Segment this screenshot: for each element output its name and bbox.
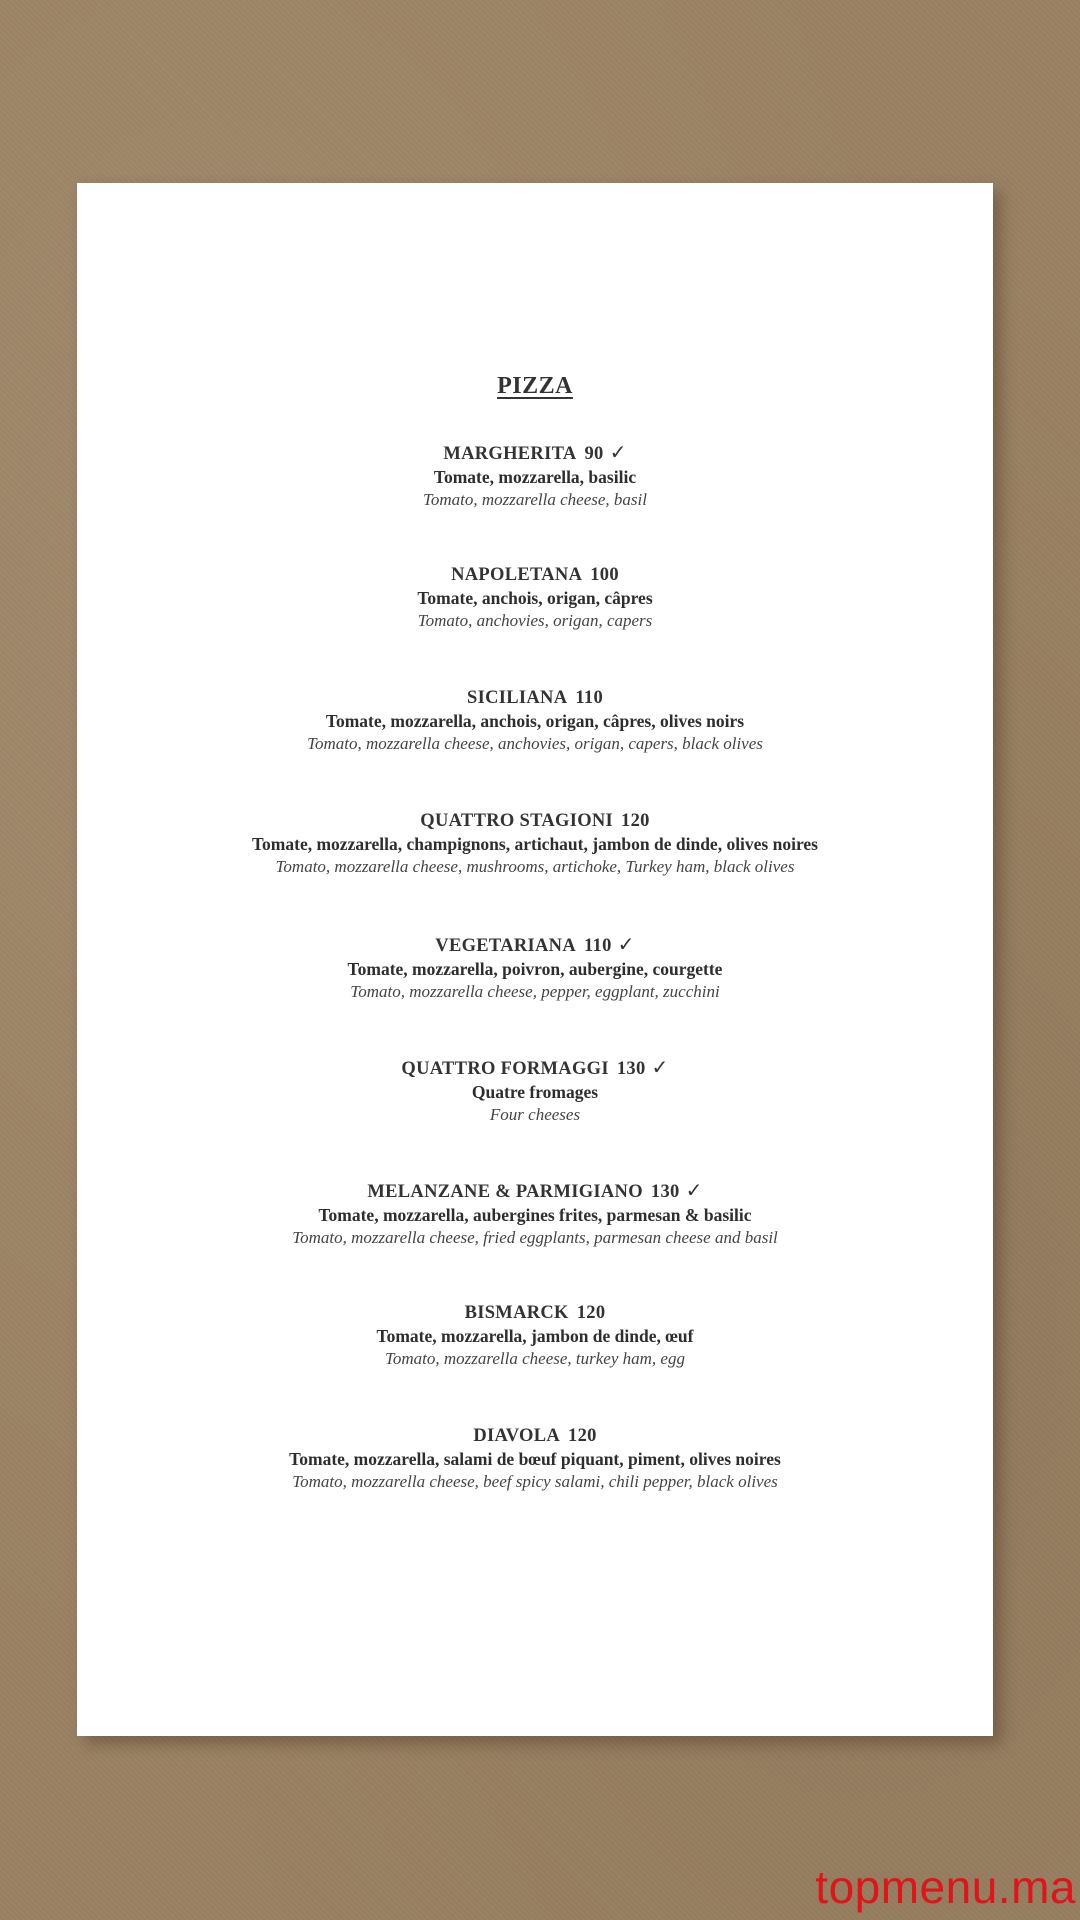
menu-item-price: 90 [584,444,604,464]
menu-items-list [77,440,993,1547]
check-mark-icon: ✓ [651,1055,669,1079]
menu-item-description-fr: Tomate, mozzarella, salami de bœuf piquant, piment, olives noires [289,1449,781,1469]
menu-item-description-fr: Tomate, mozzarella, jambon de dinde, œuf [376,1326,694,1346]
menu-item-header [77,809,993,833]
menu-item-name: MELANZANE & PARMIGIANO [367,1182,643,1202]
menu-item [77,932,993,1055]
menu-item-description-fr: Tomate, anchois, origan, câpres [417,588,653,608]
menu-item-description-fr: Tomate, mozzarella, poivron, aubergine, courgette [347,959,723,979]
menu-item [77,1055,993,1178]
check-mark-icon: ✓ [685,1178,703,1202]
menu-item-name: MARGHERITA [443,444,577,464]
menu-item-description-en: Tomato, mozzarella cheese, fried eggplants, parmesan cheese and basil [292,1228,778,1247]
watermark-logo[interactable]: topmenu.ma [815,1861,1076,1913]
menu-item [77,1424,993,1547]
menu-item-header [77,1178,993,1204]
menu-item-description-fr: Tomate, mozzarella, champignons, artichaut, jambon de dinde, olives noires [251,834,818,854]
menu-item-description-fr: Tomate, mozzarella, aubergines frites, parmesan & basilic [318,1205,752,1225]
menu-item-description-en: Tomato, mozzarella cheese, pepper, eggplant, zucchini [350,982,720,1001]
menu-item [77,440,993,563]
menu-item-description-en: Tomato, anchovies, origan, capers [417,611,653,630]
menu-item-description-en: Four cheeses [489,1105,581,1124]
menu-item-header [77,1424,993,1448]
menu-item-price: 100 [590,565,619,585]
menu-item-description-en: Tomato, mozzarella cheese, anchovies, origan, capers, black olives [307,734,763,753]
menu-item-price: 130 [616,1059,646,1079]
menu-item-header [77,1055,993,1081]
menu-item-price: 130 [650,1182,680,1202]
menu-item-price: 110 [584,936,612,956]
menu-item-header [77,1301,993,1325]
check-mark-icon: ✓ [609,440,627,464]
menu-sheet [77,183,993,1736]
menu-item-description-fr: Tomate, mozzarella, basilic [433,467,637,487]
menu-item-description-en: Tomato, mozzarella cheese, mushrooms, artichoke, Turkey ham, black olives [275,857,795,876]
menu-item-name: QUATTRO FORMAGGI [401,1059,609,1079]
menu-item [77,1178,993,1301]
menu-item [77,686,993,809]
menu-item-header [77,686,993,710]
check-mark-icon: ✓ [617,932,635,956]
menu-item-name: VEGETARIANA [435,936,576,956]
menu-item-name: BISMARCK [464,1303,569,1323]
menu-item-header [77,563,993,587]
menu-item-name: NAPOLETANA [451,565,583,585]
menu-item-description-en: Tomato, mozzarella cheese, basil [423,490,647,509]
menu-item-description-en: Tomato, mozzarella cheese, turkey ham, egg [385,1349,685,1368]
menu-item-price: 110 [575,688,603,708]
menu-item-description-fr: Tomate, mozzarella, anchois, origan, câpres, olives noirs [325,711,745,731]
menu-item [77,563,993,686]
menu-item-description-en: Tomato, mozzarella cheese, beef spicy salami, chili pepper, black olives [292,1472,778,1491]
menu-item-description-fr: Quatre fromages [471,1082,599,1102]
menu-item-name: SICILIANA [466,688,568,708]
menu-item-price: 120 [576,1303,606,1323]
menu-item-price: 120 [568,1426,597,1446]
menu-item-price: 120 [621,811,650,831]
menu-item-name: DIAVOLA [473,1426,561,1446]
section-title: PIZZA [497,373,573,399]
menu-item-name: QUATTRO STAGIONI [420,811,614,831]
menu-item-header [77,440,993,466]
menu-item [77,809,993,932]
menu-item-header [77,932,993,958]
menu-item [77,1301,993,1424]
